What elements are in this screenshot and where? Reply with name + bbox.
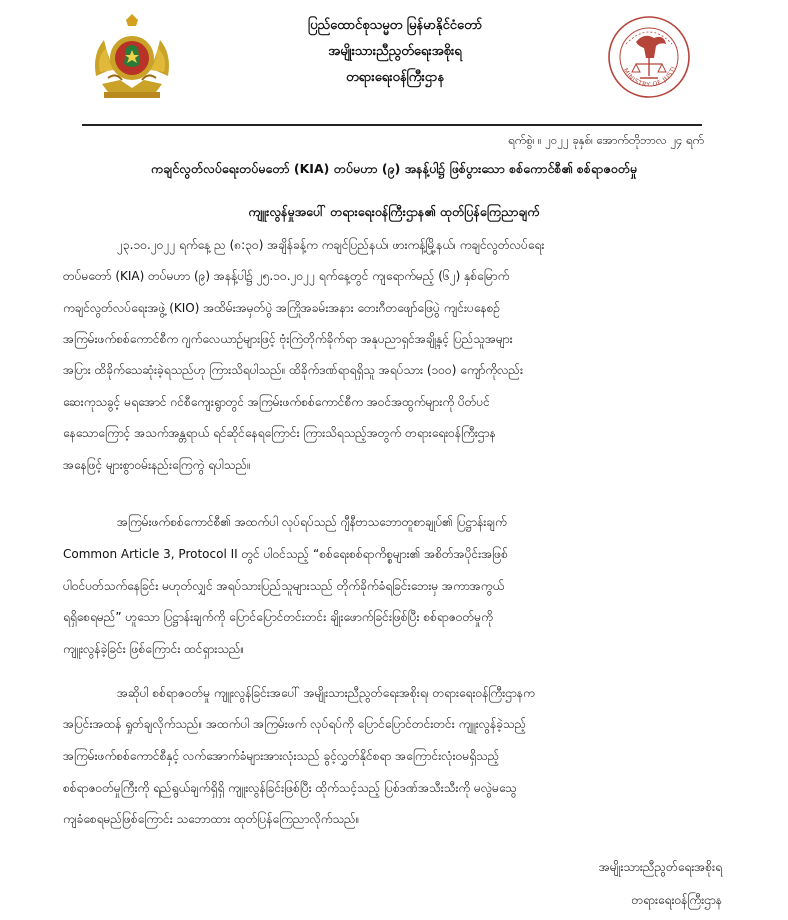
- body-line: ကျူးလွန်ခဲ့ခြင်း ဖြစ်ကြောင်း ထင်ရှားသည်။: [63, 642, 245, 656]
- body-line: ဆေးကုသခွင့် မရအောင် ဂင်စီကျေးရွာတွင် အကြမ်းဖက်စစ်ကောင်စီက အဝင်အထွက်များကို ပိတ်ပင်: [63, 395, 490, 409]
- body-line: အဆိုပါ စစ်ရာဇဝတ်မှု ကျူးလွန်ခြင်းအပေါ် အမျိုးသားညီညွတ်ရေးအစိုးရ၊ တရားရေးဝန်ကြီးဌာနက: [117, 686, 535, 700]
- body-line: အကြမ်းဖက်စစ်ကောင်စီနှင့် လက်အောက်ခံများအားလုံးသည် ခွင့်လွှတ်နိုင်စရာ အကြောင်းလုံးဝမရှိသည့်: [63, 749, 500, 763]
- body-line: အပြား ထိခိုက်သေဆုံးခဲ့ရသည်ဟု ကြားသိရပါသည်။ ထိခိုက်ဒဏ်ရာရရှိသူ အရပ်သား (၁၀၀) ကျော်ကိုလည်း: [63, 363, 524, 377]
- header-country-name: ပြည်ထောင်စုသမ္မတ မြန်မာနိုင်ငံတော်: [307, 18, 483, 33]
- body-line: အကြမ်းဖက်စစ်ကောင်စီက ဂျက်လေယာဉ်များဖြင့် ဗုံးကြဲတိုက်ခိုက်ရာ အနုပညာရှင်အချို့နှင့် ပြည်သူအများ: [63, 332, 513, 346]
- release-date: ရက်စွဲ၊ ။ ၂၀၂၂ ခုနှစ်၊ အောက်တိုဘာလ ၂၄ ရက်: [508, 133, 704, 147]
- body-line: အပြင်းအထန် ရှုတ်ချလိုက်သည်။ အထက်ပါ အကြမ်းဖက် လုပ်ရပ်ကို ပြောင်ပြောင်တင်းတင်း ကျူးလွန်ခဲ့သည့်: [63, 717, 527, 731]
- statement-title-line1: ကချင်လွတ်လပ်ရေးတပ်မတော် (KIA) တပ်မဟာ (၉) အနန့်ပါ၌ ဖြစ်ပွားသော စစ်ကောင်စီ၏ စစ်ရာဇဝတ်မှု: [150, 161, 638, 176]
- body-line: နေသောကြောင့် အသက်အန္တရာယ် ရင်ဆိုင်နေရကြောင်း ကြားသိရသည့်အတွက် တရားရေးဝန်ကြီးဌာန: [63, 426, 496, 440]
- ministry-of-justice-seal-icon: [606, 14, 692, 100]
- statement-title-line2: ကျူးလွန်မှုအပေါ် တရားရေးဝန်ကြီးဌာန၏ ထုတ်ပြန်ကြေညာချက်: [248, 204, 540, 219]
- body-line: အကြမ်းဖက်စစ်ကောင်စီ၏ အထက်ပါ လုပ်ရပ်သည် ဂျီနီဗာသဘောတူစာချုပ်၏ ပြဋ္ဌာန်းချက်: [117, 515, 507, 529]
- body-line: Common Article 3, Protocol II တွင် ပါဝင်သည့် “စစ်ရေးစစ်ရာကိစ္စများ၏ အစိတ်အပိုင်းအဖြစ်: [63, 547, 508, 561]
- seal-text: MINISTRY OF JUSTI: [621, 65, 678, 89]
- body-line: တပ်မတော် (KIA) တပ်မဟာ (၉) အနန့်ပါ၌ ၂၅.၁၀.၂၀၂၂ ရက်နေ့တွင် ကျရောက်မည့် (၆၂) နှစ်မြောက်: [63, 269, 510, 283]
- state-seal-icon: [86, 14, 178, 102]
- body-line: ၂၃.၁၀.၂၀၂၂ ရက်နေ့ ည (၈:၃၀) အချိန်ခန့်က ကချင်ပြည်နယ်၊ ဖားကန့်မြို့နယ်၊ ကချင်လွတ်လပ်ရေး: [117, 238, 545, 252]
- body-line: ကျခံစေရမည်ဖြစ်ကြောင်း သဘောထား ထုတ်ပြန်ကြေညာလိုက်သည်။: [63, 812, 360, 826]
- signature-ministry: တရားရေးဝန်ကြီးဌာန: [631, 893, 722, 907]
- header-ministry-name: တရားရေးဝန်ကြီးဌာန: [345, 70, 445, 85]
- header-divider: [82, 124, 702, 126]
- signature-government: အမျိုးသားညီညွတ်ရေးအစိုးရ: [598, 860, 722, 874]
- body-line: ရရှိစေရမည်” ဟူသော ပြဋ္ဌာန်းချက်ကို ပြောင်ပြောင်တင်းတင်း ချိုးဖောက်ခြင်းဖြစ်ပြီး စစ်ရာဇဝတ်မှုကို: [63, 610, 493, 624]
- body-line: ကချင်လွတ်လပ်ရေးအဖွဲ့ (KIO) အထိမ်းအမှတ်ပွဲ အကြိုအခမ်းအနား တေးဂီတဖျော်ဖြေပွဲ ကျင်းပနေစဉ်: [63, 301, 501, 315]
- body-line: ပါဝင်ပတ်သက်နေခြင်း မဟုတ်လျှင် အရပ်သားပြည်သူများသည် တိုက်ခိုက်ခံရခြင်းဘေးမှ အကာအကွယ်: [63, 579, 505, 593]
- body-line: အနေဖြင့် များစွာဝမ်းနည်းကြေကွဲ ရပါသည်။: [63, 458, 251, 472]
- body-line: စစ်ရာဇဝတ်မှုကြီးကို ရည်ရွယ်ချက်ရှိရှိ ကျူးလွန်ခြင်းဖြစ်ပြီး ထိုက်သင့်သည့် ပြစ်ဒဏ်အသီးသီးကို မလွဲမသွေ: [63, 781, 517, 795]
- header-government-name: အမျိုးသားညီညွတ်ရေးအစိုးရ: [328, 44, 462, 59]
